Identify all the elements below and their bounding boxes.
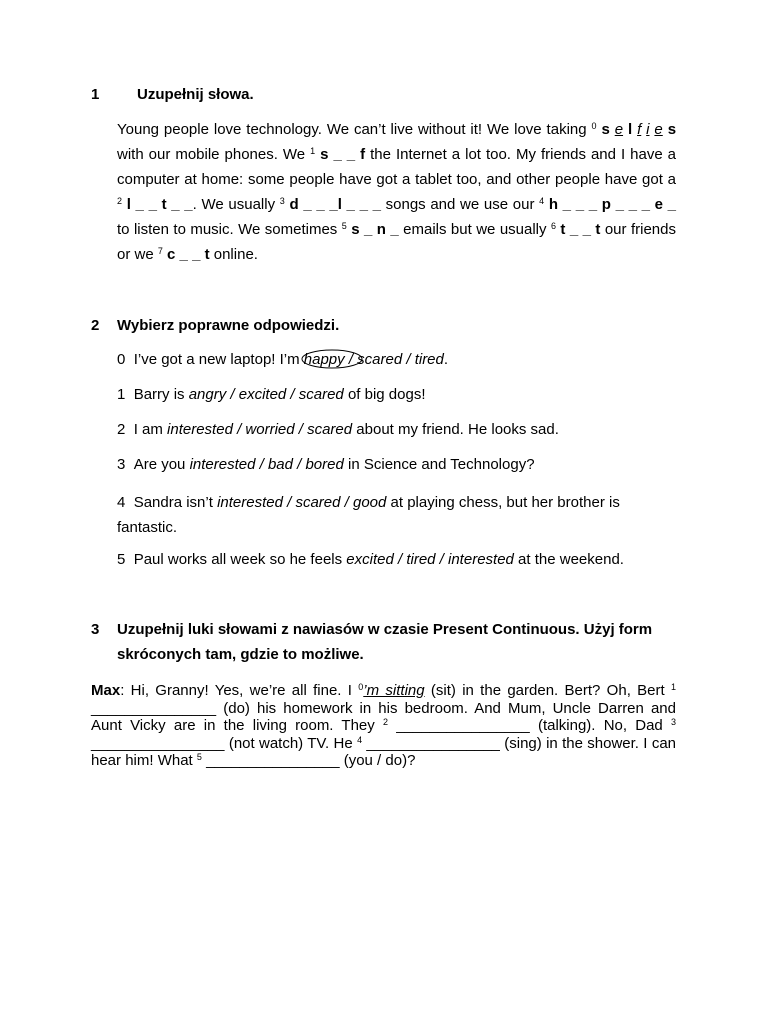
section-1-title: Uzupełnij słowa. — [137, 86, 254, 103]
section-1-text: Young people love technology. We can’t live without it! We love taking $^0$ s e l f i e s with our mobile phones. We $^1$ s _ _ f the Internet a lot too. My friends and I have a computer at home: some people have got a tablet too, and other people have got a $^2$ l _ _ t _ _. We usually $^3$ d _ _ _l _ _ _ songs and we use our $^4$ h _ _ _ p _ _ _ e _ to listen to music. We sometimes $^5$ s _ n _ emails but we usually $^6$ t _ _ t our friends or we $^7$ c _ _ t online. — [117, 121, 677, 263]
section-2-title: Wybierz poprawne odpowiedzi. — [117, 317, 340, 334]
question-item: 2 I am interested / worried / scared about my friend. He looks sad. — [117, 421, 559, 438]
section-3-title: Uzupełnij luki słowami z nawiasów w czasie Present Continuous. Użyj form skróconych tam, gdzie to możliwe. — [117, 621, 653, 663]
answer-circle-mark — [300, 349, 364, 369]
circled-answer: happy / — [304, 351, 353, 368]
question-item: 3 Are you interested / bad / bored in Science and Technology? — [117, 456, 535, 473]
section-3-number: 3 — [91, 621, 100, 638]
question-item: 0 I’ve got a new laptop! I’m happy / scared / tired. — [117, 351, 449, 368]
question-item: 5 Paul works all week so he feels excited / tired / interested at the weekend. — [117, 551, 624, 568]
section-3-dialogue: Max: Hi, Granny! Yes, we’re all fine. I $^0$’m sitting (sit) in the garden. Bert? Oh, Bert $^1$ _______________ (do) his homework in his bedroom. And Mum, Uncle Darren and Aunt Vicky are in the living room. They $^2$ ________________ (talking). No, Dad $^3$ ________________ (not watch) TV. He $^4$ ________________ (sing) in the shower. I can hear him! What $^5$ ________________ (you / do)? — [91, 682, 677, 769]
section-2-number: 2 — [91, 317, 100, 334]
question-item: 1 Barry is angry / excited / scared of big dogs! — [117, 386, 426, 403]
section-1-number: 1 — [91, 86, 100, 103]
question-item: 4 Sandra isn’t interested / scared / good at playing chess, but her brother is fantastic. — [117, 494, 620, 536]
